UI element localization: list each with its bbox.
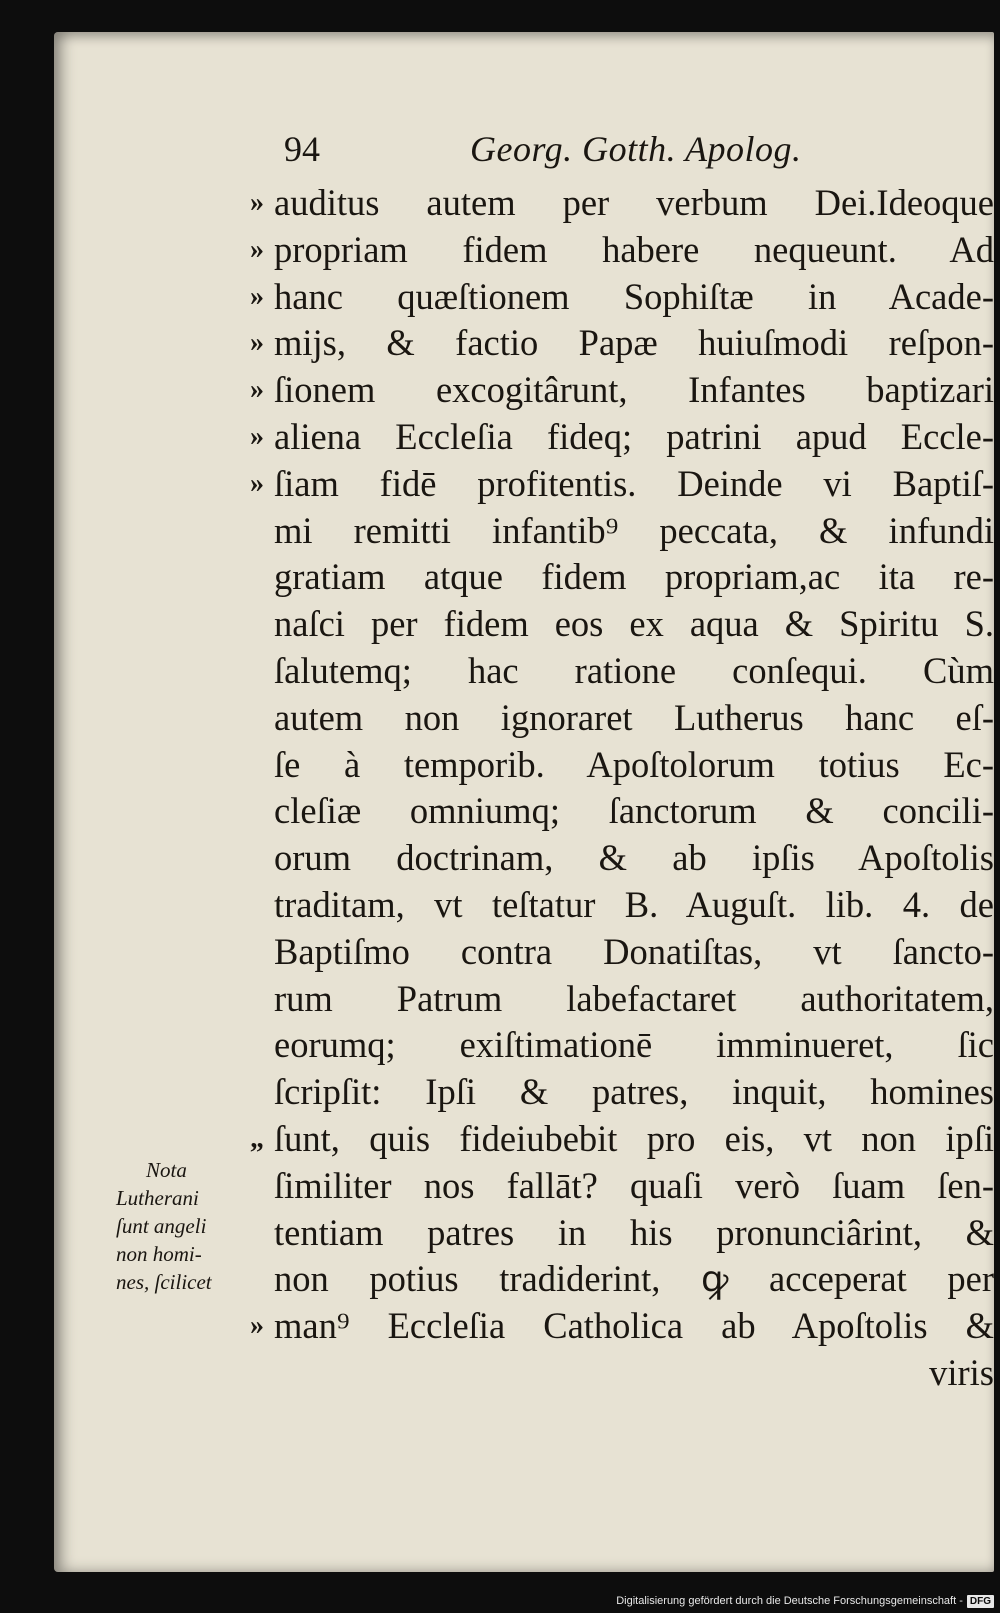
text-line: [214, 1022, 994, 1069]
line-text: cleſiæ omniumq; ſanctorum & concili-: [274, 790, 994, 832]
line-text: aliena Eccleſia fideq; patrini apud Eccle-: [274, 415, 994, 457]
text-line: [214, 227, 994, 274]
text-line: [214, 742, 994, 789]
text-line: [214, 414, 994, 461]
page-header: [54, 128, 994, 178]
book-page: [54, 32, 994, 1572]
line-text: viris: [929, 1351, 994, 1393]
text-line: [214, 1069, 994, 1116]
line-text: ſimiliter nos fallāt? quaſi verò ſuam ſen-: [274, 1164, 994, 1206]
text-line: [214, 835, 994, 882]
text-line: [214, 601, 994, 648]
text-line: [214, 461, 994, 508]
quotation-mark: »: [250, 420, 264, 452]
quotation-mark: »: [250, 374, 264, 406]
line-text: orum doctrinam, & ab ipſis Apoſtolis: [274, 837, 994, 879]
margin-note-line: non homi-: [116, 1242, 202, 1266]
text-line: [214, 1116, 994, 1163]
text-line: [214, 554, 994, 601]
text-line: [214, 1256, 994, 1303]
text-line: [214, 508, 994, 555]
digitization-footer: [616, 1592, 994, 1610]
line-text: ſalutemq; hac ratione conſequi. Cùm: [274, 649, 994, 691]
text-line: [214, 695, 994, 742]
line-text: eorumq; exiſtimationē imminueret, ſic: [274, 1024, 994, 1066]
text-line: [214, 367, 994, 414]
text-line: [214, 1163, 994, 1210]
line-text: tentiam patres in his pronunciârint, &: [274, 1211, 994, 1253]
text-line: [214, 1303, 994, 1350]
line-text: propriam fidem habere nequeunt. Ad: [274, 228, 994, 270]
margin-note-line: nes, ſcilicet: [116, 1270, 212, 1294]
line-text: ſe à temporib. Apoſtolorum totius Ec-: [274, 743, 994, 785]
text-line: [214, 882, 994, 929]
quotation-mark: »: [250, 233, 264, 265]
line-text: non potius tradiderint, ꝙ acceperat per: [274, 1258, 994, 1300]
quotation-mark: »: [250, 1310, 264, 1342]
line-text: naſci per fidem eos ex aqua & Spiritu S.: [274, 603, 994, 645]
running-title: Georg. Gotth. Apolog.: [470, 129, 802, 169]
text-line: [214, 788, 994, 835]
line-text: auditus autem per verbum Dei.Ideoque: [274, 182, 994, 223]
text-line: [214, 1210, 994, 1257]
margin-note-line: ſunt angeli: [116, 1214, 207, 1238]
line-text: rum Patrum labefactaret authoritatem,: [274, 977, 994, 1019]
text-line: [214, 976, 994, 1023]
line-text: ſiam fidē profitentis. Deinde vi Baptiſ-: [274, 462, 994, 504]
dfg-logo: DFG: [967, 1595, 994, 1608]
page-number: 94: [284, 129, 320, 169]
margin-note: [116, 1156, 266, 1296]
margin-note-line: Nota: [146, 1158, 187, 1182]
text-line: [214, 929, 994, 976]
quotation-mark: »: [250, 327, 264, 359]
quotation-mark: »: [250, 187, 264, 218]
line-text: gratiam atque fidem propriam,ac ita re-: [274, 556, 994, 598]
line-text: ſionem excogitârunt, Infantes baptizari: [274, 369, 994, 411]
line-text: ſunt, quis fideiubebit pro eis, vt non ipſi: [274, 1117, 994, 1159]
line-text: man⁹ Eccleſia Catholica ab Apoſtolis &: [274, 1305, 994, 1347]
quotation-mark: »: [250, 280, 264, 312]
margin-note-line: Lutherani: [116, 1186, 199, 1210]
line-text: hanc quæſtionem Sophiſtæ in Acade-: [274, 275, 994, 317]
line-text: Baptiſmo contra Donatiſtas, vt ſancto-: [274, 930, 994, 972]
quotation-mark: »: [250, 467, 264, 499]
text-line: [214, 648, 994, 695]
footer-credit: Digitalisierung gefördert durch die Deutsche Forschungsgemeinschaft -: [616, 1595, 963, 1607]
text-line: [214, 180, 994, 227]
line-text: autem non ignoraret Lutherus hanc eſ-: [274, 696, 994, 738]
line-text: mijs, & factio Papæ huiuſmodi reſpon-: [274, 322, 994, 364]
quotation-mark: „: [250, 1122, 264, 1154]
text-line: [214, 1350, 994, 1397]
line-text: ſcripſit: Ipſi & patres, inquit, homines: [274, 1071, 994, 1113]
body-text: [214, 180, 994, 1397]
text-line: [214, 320, 994, 367]
line-text: mi remitti infantib⁹ peccata, & infundi: [274, 509, 994, 551]
text-line: [214, 274, 994, 321]
line-text: traditam, vt teſtatur B. Auguſt. lib. 4. de: [274, 883, 994, 925]
